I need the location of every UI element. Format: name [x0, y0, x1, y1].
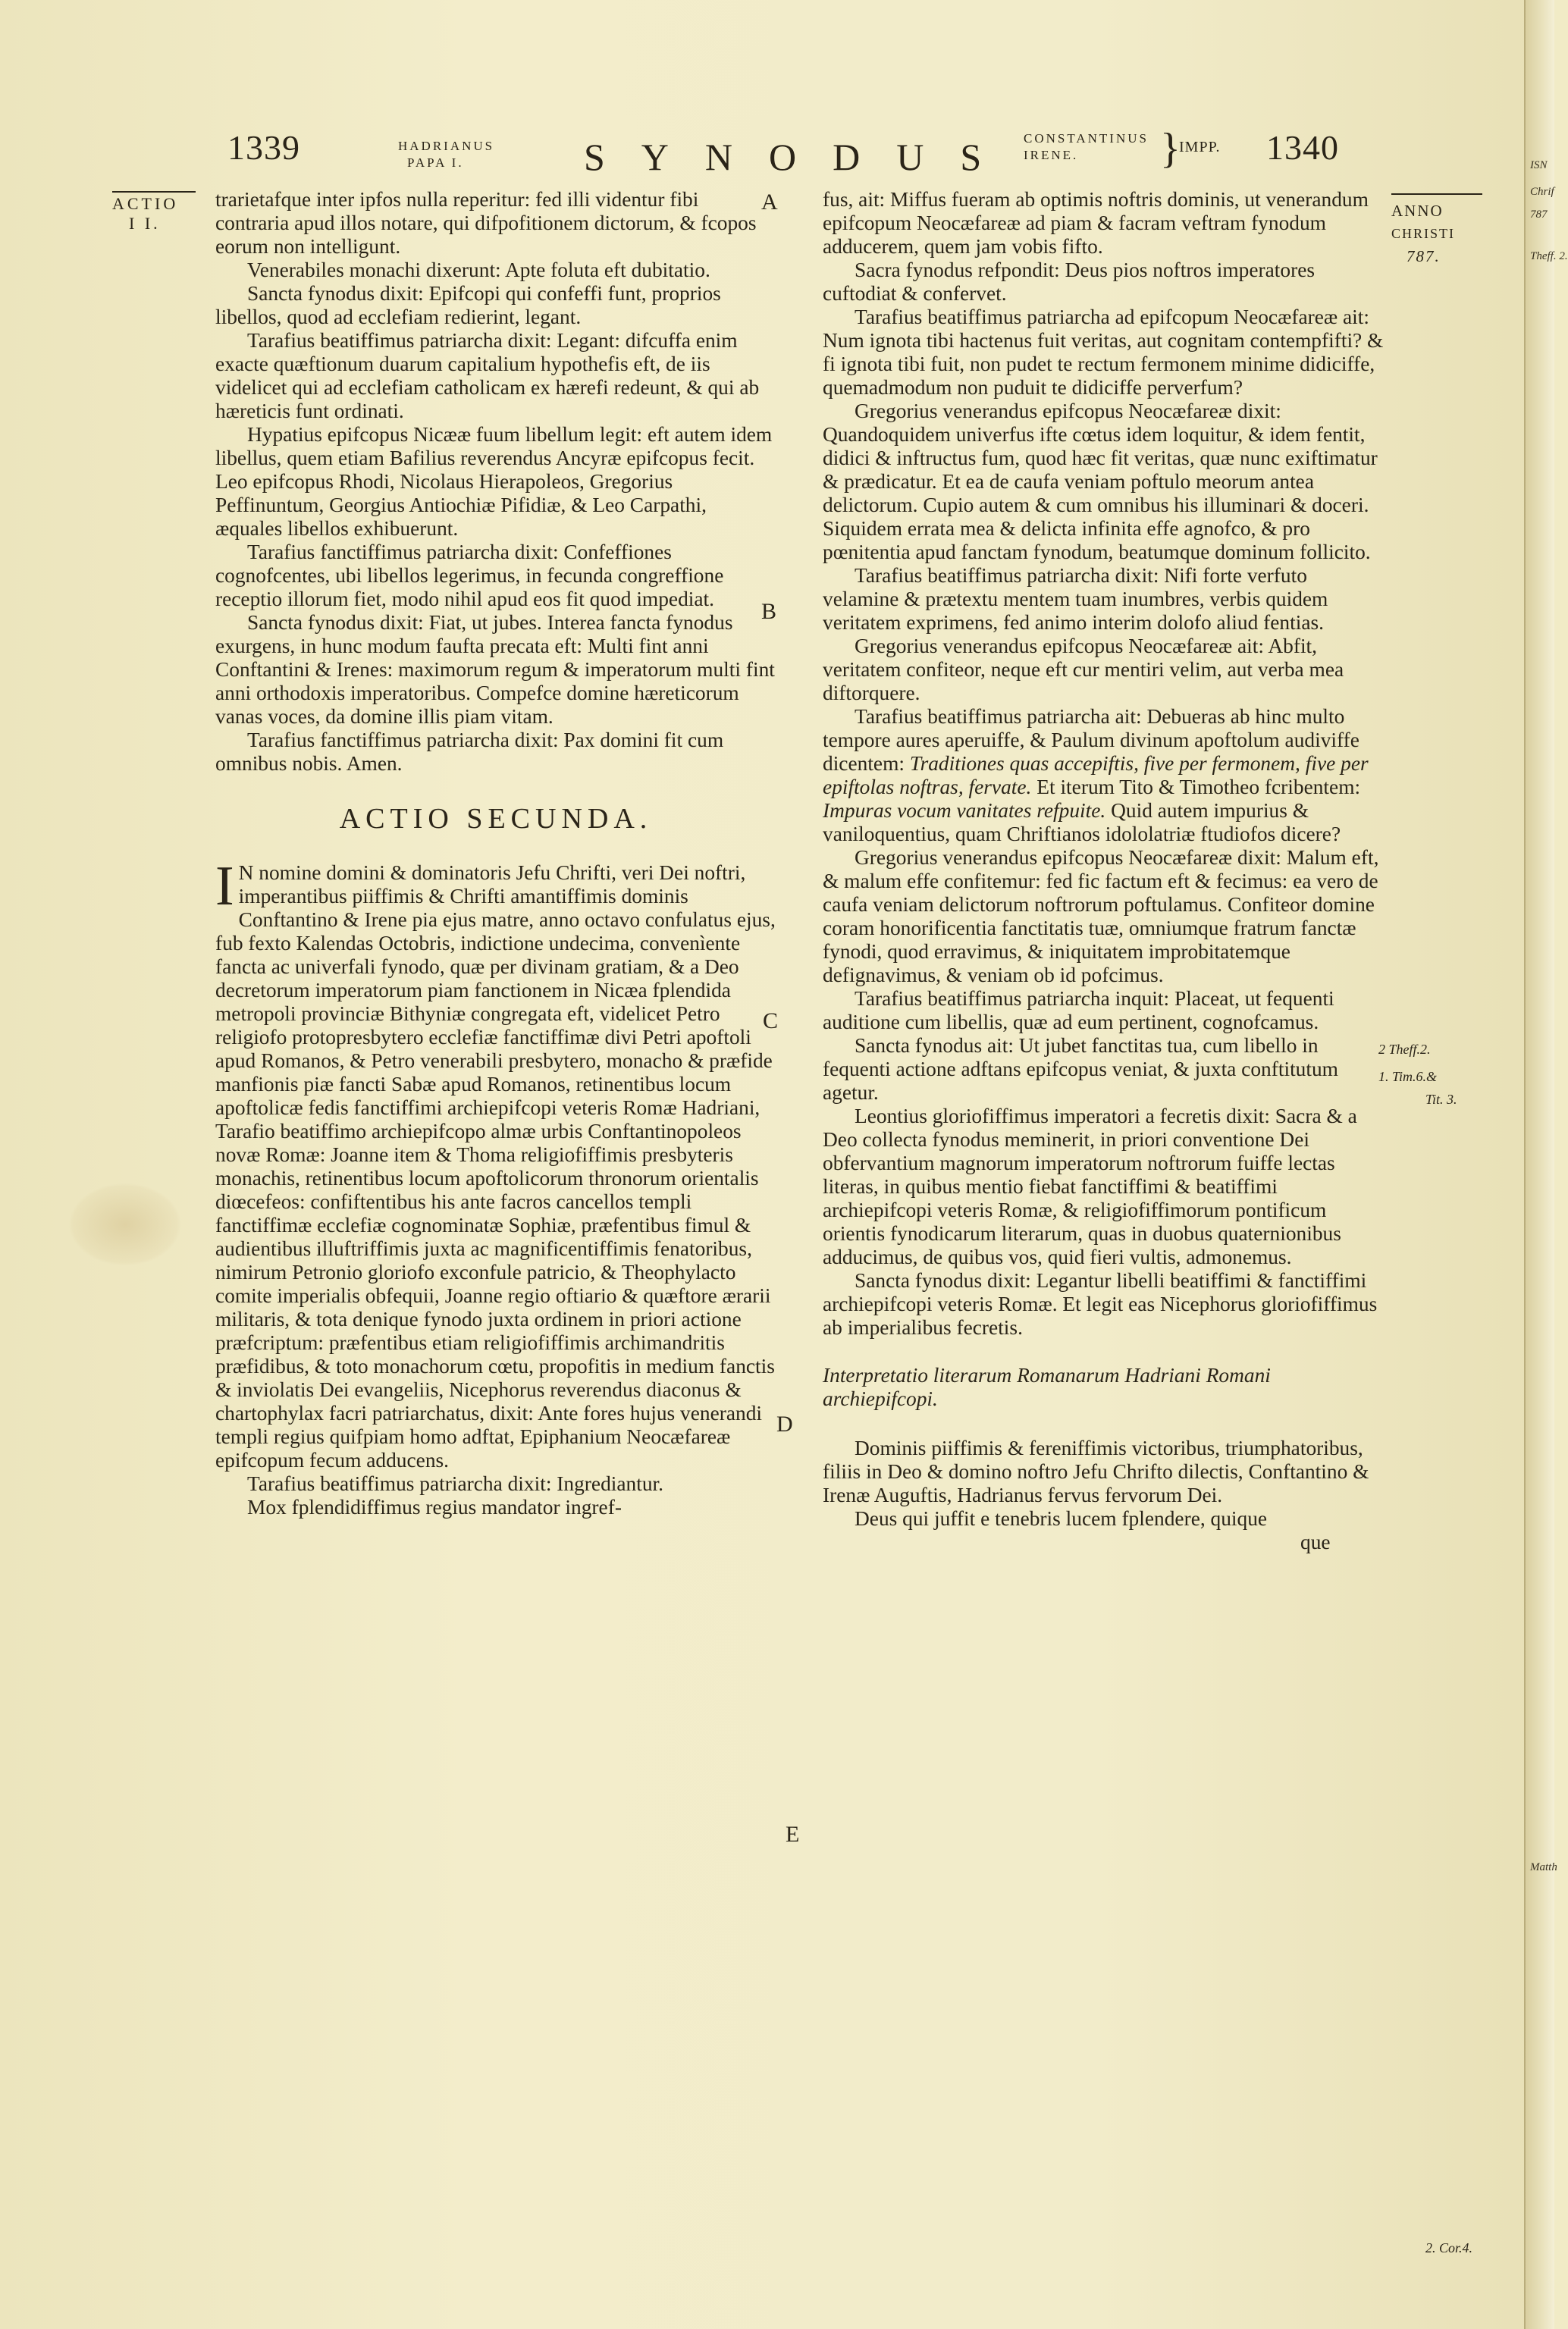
paragraph: Leontius gloriofiffimus imperatori a fecretis dixit: Sacra & a Deo collecta fynodus meminerit, in priori conventione Dei obfervantium magnorum imperatorum noftrorum fuiffe lectas literas, in quibus mentio fiebat fanctiffimi & beatiffimi archiepifcopi veteris Romæ, & religiofiffimorum pontificum orientis fynodicarum literarum, quas in duobus quaternionibus adducimus, de quibus vos, quid fieri vultis, admonemus.: [823, 1105, 1357, 1268]
brace-glyph: }: [1160, 125, 1181, 172]
paragraph: Venerabiles monachi dixerunt: Apte foluta eft dubitatio.: [247, 259, 710, 281]
page-number-right: 1340: [1266, 128, 1339, 167]
margin-ref-tim: 1. Tim.6.&: [1378, 1069, 1438, 1084]
section-letter-a: A: [761, 190, 778, 215]
paragraph: Deus qui juffit e tenebris lucem fplendere, quique: [855, 1507, 1268, 1530]
paragraph-with-dropcap: [215, 855, 779, 1472]
actio-label-line1: ACTIO: [112, 194, 179, 213]
paragraph: Sancta fynodus dixit: Legantur libelli beatiffimi & fanctiffimi archiepifcopi veteris Romæ. Et legit eas Nicephorus gloriofiffimus ab imperialibus fecretis.: [823, 1269, 1378, 1339]
adjacent-fragment: Matth: [1530, 1861, 1557, 1873]
paragraph: Tarafius beatiffimus patriarcha inquit: Placeat, ut fequenti auditione cum libellis, quæ ad eum pertinent, cognofcamus.: [823, 987, 1334, 1033]
running-head-abbrev: IMPP.: [1179, 139, 1221, 155]
margin-rule: [112, 191, 196, 193]
paragraph: Tarafius beatiffimus patriarcha dixit: Nifi forte verfuto velamine & prætextu mentem tuam inumbres, verbis quidem veritatem exprimens, fed animo interim dolofo aliud fentias.: [823, 564, 1328, 634]
paragraph: Gregorius venerandus epifcopus Neocæfareæ dixit: Malum eft, & malum effe confitemur: fed fic factum eft & fecimus: ea vero de caufa veniam delictorum noftrorum poftulamus. Confiteor domine coram honorificentia fanctitatis tuæ, omniumque fratrum fanctæ fynodi, quod erravimus, & iniquitatem improbitatemque defignavimus, & veniam ob id pofcimus.: [823, 846, 1379, 986]
paragraph-text: N nomine domini & dominatoris Jefu Chrifti, veri Dei noftri, imperantibus piiffimis & Chrifti amantiffimis dominis Conftantino & Irene pia ejus matre, anno octavo confulatus ejus, fub fexto Kalendas Octobris, indictione undecima, convenìente fancta ac univerfali fynodo, quæ per divinam gratiam, & a Deo decretorum imperatorum piam fanctionem in Nicæa fplendida metropoli provinciæ Bithyniæ congregata eft, videlicet Petro religiofo protopresbytero ecclefiæ fanctiffimæ divi Petri apoftoli apud Romanos, & Petro venerabili presbytero, monacho & præfide manfionis piæ fancti Sabæ apud Romanos, retinentibus locum apoftolicæ fedis fanctiffimi archiepifcopi veteris Romæ Hadriani, Tarafio beatiffimo archiepifcopo almæ urbis Conftantinopoleos novæ Romæ: Joanne item & Thoma religiofiffimis presbyteris monachis, retinentibus locum apoftolicorum thronorum orientalis diœcefeos: confiftentibus his ante facros cancellos templi fanctiffimæ ecclefiæ cognominatæ Sophiæ, præfentibus fimul & audientibus illuftriffimis juxta ac magnificentiffimis fenatoribus, nimirum Petronio gloriofo exconfule patricio, & Theophylacto comite imperialis obfequii, Joanne regio oftiario & quæftore ærarii militaris, & tota denique fynodo juxta ordinem in priori actione præfcriptum: præfentibus etiam religiofiffimis archimandritis præfidibus, & toto monachorum cœtu, propofitis in medium fanctis & inviolatis Dei evangeliis, Nicephorus reverendus diaconus & chartophylax facri patriarchatus, dixit: Ante fores hujus venerandi templi regius quifpiam homo adftat, Epiphanium Neocæfareæ epifcopum fecum adducens.: [215, 861, 776, 1472]
paragraph: Tarafius beatiffimus patriarcha dixit: Legant: difcuffa enim exacte quæftionum duarum capitalium hypothefis eft, de iis videlicet qui ad ecclefiam catholicam ex hærefi redeunt, & qui ab hæreticis funt ordinati.: [215, 329, 760, 422]
letter-subheading: Interpretatio literarum Romanarum Hadriani Romani archiepifcopi.: [823, 1364, 1271, 1410]
running-head-right: [1024, 130, 1149, 164]
paragraph: Sancta fynodus dixit: Epifcopi qui confeffi funt, proprios libellos, quod ad ecclefiam redierint, legant.: [215, 282, 721, 328]
adjacent-fragment: Theff. 2.: [1530, 250, 1568, 262]
paragraph: Tarafius fanctiffimus patriarcha dixit: Confeffiones cognofcentes, ubi libellos legerimus, in fecunda congreffione receptio illorum fiet, modo nihil apud eos fit quod impediat.: [215, 541, 724, 610]
drop-cap: I: [215, 855, 234, 917]
running-head-left: [398, 138, 494, 171]
paragraph: Tarafius fanctiffimus patriarcha dixit: Pax domini fit cum omnibus nobis. Amen.: [215, 729, 724, 775]
margin-ref-tit: Tit. 3.: [1425, 1092, 1457, 1107]
paragraph: fus, ait: Miffus fueram ab optimis noftris dominis, ut venerandum epifcopum Neocæfareæ ad piam & facram veftram fynodum adducerem, quem jam vobis fifto.: [823, 188, 1369, 258]
margin-rule: [1391, 193, 1482, 195]
running-head-right-line2: IRENE.: [1024, 148, 1079, 162]
paragraph: Tarafius beatiffimus patriarcha ad epifcopum Neocæfareæ ait: Num ignota tibi hactenus fuit veritas, aut cognitam contempfifti? & fi ignota tibi fuit, non pudet te rectum fermonem minime didiciffe, quemadmodum non puduit te didiciffe perverfum?: [823, 306, 1384, 399]
section-letter-b: B: [761, 599, 777, 624]
section-letter-d: D: [776, 1412, 793, 1437]
left-column: [215, 188, 779, 1519]
margin-ref-thess: 2 Theff.2.: [1378, 1042, 1431, 1057]
adjacent-page-edge: [1524, 0, 1568, 2329]
paragraph: Tarafius beatiffimus patriarcha dixit: Ingrediantur.: [247, 1472, 664, 1495]
adjacent-fragment: ISN: [1530, 159, 1548, 171]
page-number-left: 1339: [227, 128, 300, 167]
paragraph: Sacra fynodus refpondit: Deus pios noftros imperatores cuftodiat & confervet.: [823, 259, 1316, 305]
paragraph: trarietafque inter ipfos nulla reperitur: fed illi videntur fibi contraria apud illos notare, qui difpofitionem dictorum, & fcopos eorum non intelligunt.: [215, 188, 757, 258]
paragraph: [823, 705, 1384, 846]
catchword: que: [1300, 1531, 1331, 1553]
running-head-right-line1: CONSTANTINUS: [1024, 131, 1149, 146]
anno-line3: 787.: [1406, 247, 1441, 265]
anno-line2: CHRISTI: [1391, 226, 1456, 241]
paper-stain: [68, 1183, 182, 1266]
section-letter-c: C: [763, 1008, 779, 1033]
section-letter-e: E: [786, 1822, 800, 1847]
anno-line1: ANNO: [1391, 202, 1444, 220]
paragraph: Dominis piiffimis & fereniffimis victoribus, triumphatoribus, filiis in Deo & domino noftro Jefu Chrifto dilectis, Conftantino & Irenæ Auguftis, Hadrianus fervus fervorum Dei.: [823, 1437, 1369, 1506]
margin-ref-cor: 2. Cor.4.: [1425, 2240, 1473, 2255]
text-run: Et iterum Tito & Timotheo fcribentem:: [1031, 776, 1361, 798]
paragraph: Hypatius epifcopus Nicææ fuum libellum legit: eft autem idem libellus, quem etiam Bafilius reverendus Ancyræ epifcopus fecit. Leo epifcopus Rhodi, Nicolaus Hierapoleos, Gregorius Peffinuntum, Georgius Antiochiæ Pifidiæ, & Leo Carpathi, æquales libellos exhibuerunt.: [215, 423, 773, 540]
adjacent-fragment: Chrif: [1530, 186, 1554, 198]
running-head-left-line1: HADRIANUS: [398, 139, 495, 153]
anno-christi-label: [1391, 193, 1482, 268]
actio-label-line2: I I.: [129, 214, 161, 233]
running-title: SYNODUS: [584, 136, 1018, 178]
text-run: Tarafius beatiffimus patriarcha ait: Debueras ab hinc multo tempore aures aperuiffe, & Paulum divinum apoftolum audiviffe dicentem:: [823, 705, 1359, 775]
section-heading: ACTIO SECUNDA.: [339, 803, 653, 835]
actio-margin-label: [112, 191, 196, 234]
paragraph: Sancta fynodus ait: Ut jubet fanctitas tua, cum libello in fequenti actione adftans epifcopus veniat, & juxta conftitutum agetur.: [823, 1034, 1338, 1104]
paragraph: Gregorius venerandus epifcopus Neocæfareæ dixit: Quandoquidem univerfus ifte cœtus idem loquitur, & idem fentit, didici & inftructus fum, quod hæc fit veritas, quæ nunc exiftimatur & prædicatur. Et ea de caufa veniam poftulo meorum antea delictorum. Cupio autem & cum omnibus his illuminari & doceri. Siquidem errata mea & delicta infinita effe agnofco, & pro pœnitentia apud fanctam fynodum, beatumque dominum follicito.: [823, 400, 1378, 563]
text-run: Quid autem impurius & vaniloquentius, quam Chriftianos idololatriæ ftudiofos dicere?: [823, 799, 1341, 845]
running-head-left-line2: PAPA I.: [407, 155, 464, 170]
paragraph: Gregorius venerandus epifcopus Neocæfareæ ait: Abfit, veritatem confiteor, neque eft cur mentiri velim, aut verba mea diftorquere.: [823, 635, 1344, 704]
scripture-quote: Traditiones quas accepiftis, five per fermonem, five per epiftolas noftras, fervate.: [823, 752, 1369, 798]
paragraph: Sancta fynodus dixit: Fiat, ut jubes. Interea fancta fynodus exurgens, in hunc modum faufta precata eft: Multi fint anni Conftantini & Irenes: maximorum regum & imperatorum multi fint anni orthodoxis imperatoribus. Compefce domine hæreticorum vanas voces, da domine illis piam vitam.: [215, 611, 775, 728]
scripture-quote: Impuras vocum vanitates refpuite.: [823, 799, 1106, 822]
paragraph: Mox fplendidiffimus regius mandator ingref-: [247, 1496, 622, 1519]
adjacent-fragment: 787: [1530, 208, 1548, 221]
right-column: [823, 188, 1384, 1554]
